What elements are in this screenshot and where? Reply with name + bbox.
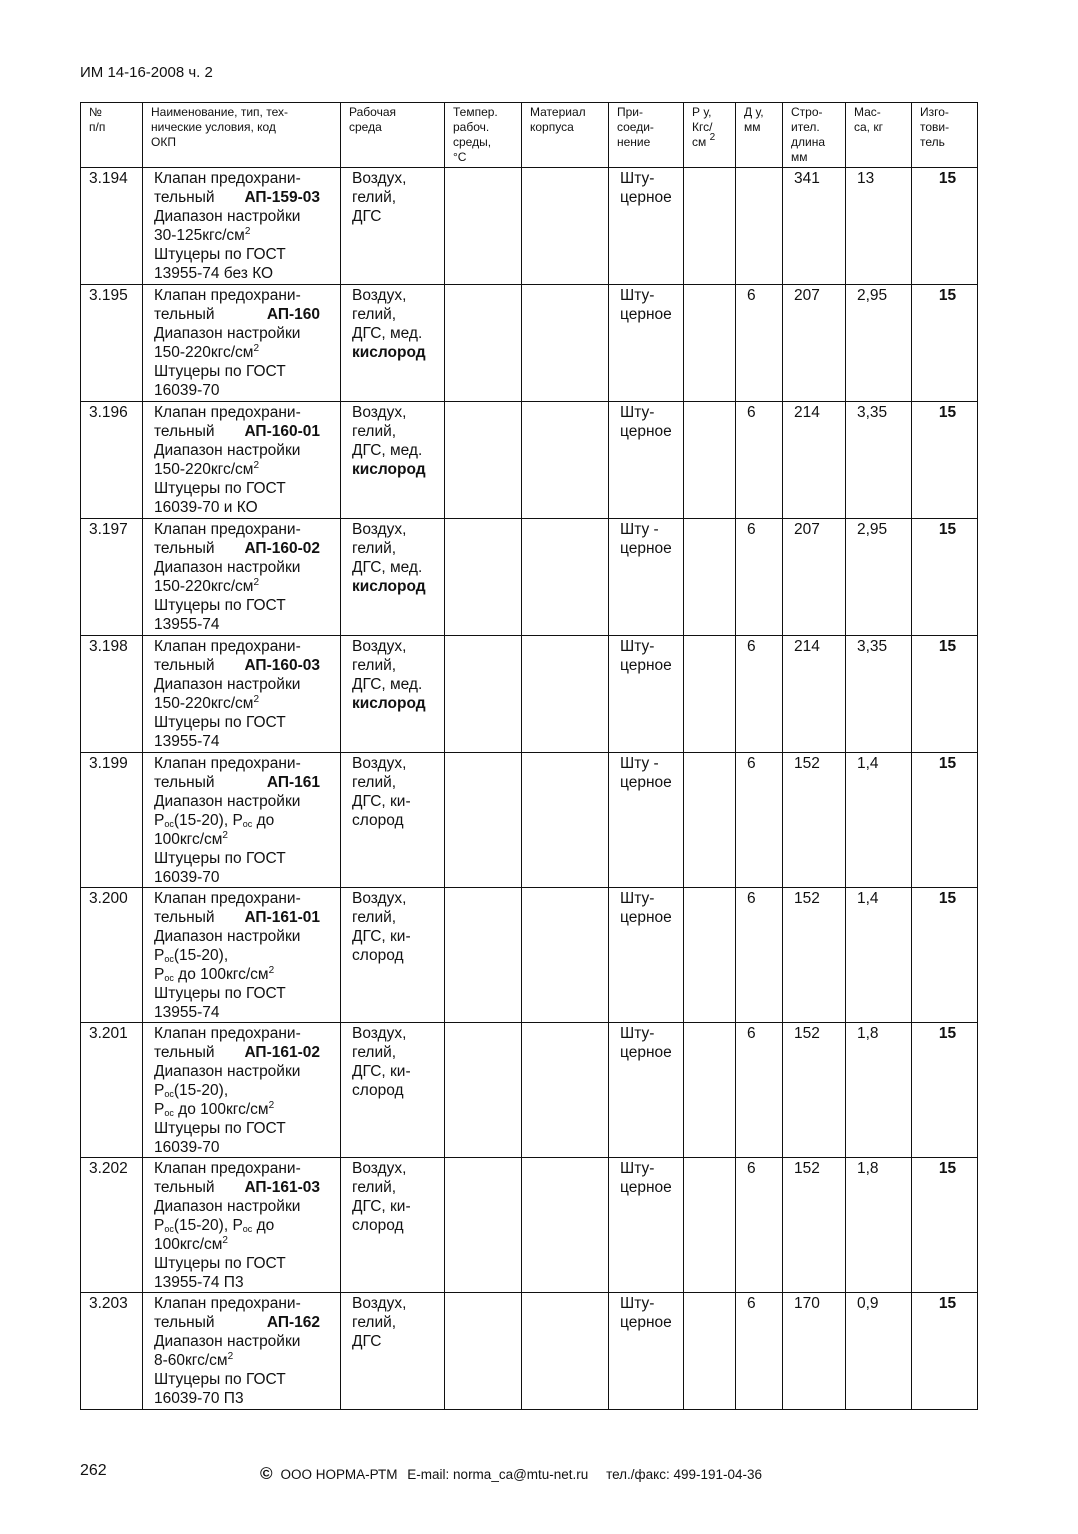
row-material bbox=[522, 1158, 609, 1293]
row-mass: 13 bbox=[846, 168, 912, 285]
col-header-mass: Мас- са, кг bbox=[846, 103, 912, 168]
row-temperature bbox=[445, 168, 522, 285]
row-manufacturer: 15 bbox=[912, 1158, 978, 1293]
row-medium: Воздух, гелий, ДГС, мед. кислород bbox=[341, 285, 445, 402]
table-row bbox=[81, 168, 978, 285]
table-row bbox=[81, 888, 978, 1023]
row-connection: Шту- церное bbox=[609, 1158, 684, 1293]
row-name: Клапан предохрани- тельный АП-159-03 Диапазон настройки $30-125кгс/см^2$ Штуцеры по ГОСТ 13955-74 без КО bbox=[143, 168, 341, 285]
footer-company: ООО НОРМА-РТМ bbox=[280, 1467, 398, 1482]
row-temperature bbox=[445, 1158, 522, 1293]
table-row bbox=[81, 753, 978, 888]
col-header-length: Стро- ител. длина мм bbox=[783, 103, 846, 168]
row-medium: Воздух, гелий, ДГС, ки- слород bbox=[341, 753, 445, 888]
row-manufacturer: 15 bbox=[912, 168, 978, 285]
row-medium: Воздух, гелий, ДГС, мед. кислород bbox=[341, 519, 445, 636]
row-name: Клапан предохрани- тельный АП-161-03 Диапазон настройки $Р_{ос}(15-20)$, $Р_{ос}$ до $100кгс/см^2$ Штуцеры по ГОСТ 13955-74 П3 bbox=[143, 1158, 341, 1293]
row-material bbox=[522, 285, 609, 402]
row-name: Клапан предохрани- тельный АП-161 Диапазон настройки $Р_{ос}(15-20)$, $Р_{ос}$ до $100кгс/см^2$ Штуцеры по ГОСТ 16039-70 bbox=[143, 753, 341, 888]
row-number: 3.196 bbox=[81, 402, 143, 519]
row-number: 3.201 bbox=[81, 1023, 143, 1158]
row-diameter: 6 bbox=[736, 285, 783, 402]
row-material bbox=[522, 402, 609, 519]
row-medium: Воздух, гелий, ДГС bbox=[341, 168, 445, 285]
footer-phone: тел./факс: 499-191-04-36 bbox=[606, 1467, 763, 1482]
table-row bbox=[81, 1023, 978, 1158]
row-manufacturer: 15 bbox=[912, 519, 978, 636]
row-number: 3.194 bbox=[81, 168, 143, 285]
row-medium: Воздух, гелий, ДГС bbox=[341, 1293, 445, 1410]
row-length: 207 bbox=[783, 519, 846, 636]
row-manufacturer: 15 bbox=[912, 888, 978, 1023]
col-header-material: Материал корпуса bbox=[522, 103, 609, 168]
document-id: ИМ 14-16-2008 ч. 2 bbox=[80, 64, 213, 81]
row-name: Клапан предохрани- тельный АП-161-01 Диапазон настройки $Р_{ос}(15-20)$, $Р_{ос}$ до $100кгс/см^2$ Штуцеры по ГОСТ 13955-74 bbox=[143, 888, 341, 1023]
row-diameter: 6 bbox=[736, 636, 783, 753]
row-name: Клапан предохрани- тельный АП-160-01 Диапазон настройки $150-220кгс/см^2$ Штуцеры по ГОСТ 16039-70 и КО bbox=[143, 402, 341, 519]
row-temperature bbox=[445, 1293, 522, 1410]
row-mass: 2,95 bbox=[846, 285, 912, 402]
row-pressure bbox=[684, 519, 736, 636]
row-material bbox=[522, 168, 609, 285]
row-length: 214 bbox=[783, 402, 846, 519]
row-connection: Шту- церное bbox=[609, 168, 684, 285]
row-name: Клапан предохрани- тельный АП-161-02 Диапазон настройки $Р_{ос}(15-20)$, $Р_{ос}$ до $100кгс/см^2$ Штуцеры по ГОСТ 16039-70 bbox=[143, 1023, 341, 1158]
row-temperature bbox=[445, 285, 522, 402]
row-connection: Шту- церное bbox=[609, 402, 684, 519]
row-medium: Воздух, гелий, ДГС, мед. кислород bbox=[341, 402, 445, 519]
row-connection: Шту - церное bbox=[609, 519, 684, 636]
row-length: 152 bbox=[783, 1158, 846, 1293]
row-temperature bbox=[445, 519, 522, 636]
row-manufacturer: 15 bbox=[912, 753, 978, 888]
row-medium: Воздух, гелий, ДГС, ки- слород bbox=[341, 1023, 445, 1158]
row-length: 170 bbox=[783, 1293, 846, 1410]
row-pressure bbox=[684, 636, 736, 753]
row-pressure bbox=[684, 285, 736, 402]
row-mass: 3,35 bbox=[846, 636, 912, 753]
row-mass: 1,4 bbox=[846, 753, 912, 888]
col-header-medium: Рабочая среда bbox=[341, 103, 445, 168]
row-material bbox=[522, 1293, 609, 1410]
row-length: 152 bbox=[783, 1023, 846, 1158]
row-diameter: 6 bbox=[736, 1158, 783, 1293]
row-name: Клапан предохрани- тельный АП-162 Диапазон настройки $8-60кгс/см^2$ Штуцеры по ГОСТ 16039-70 П3 bbox=[143, 1293, 341, 1410]
row-temperature bbox=[445, 636, 522, 753]
row-manufacturer: 15 bbox=[912, 402, 978, 519]
row-length: 152 bbox=[783, 753, 846, 888]
row-name: Клапан предохрани- тельный АП-160 Диапазон настройки $150-220кгс/см^2$ Штуцеры по ГОСТ 16039-70 bbox=[143, 285, 341, 402]
row-connection: Шту- церное bbox=[609, 1023, 684, 1158]
row-material bbox=[522, 753, 609, 888]
row-diameter: 6 bbox=[736, 888, 783, 1023]
row-pressure bbox=[684, 753, 736, 888]
row-connection: Шту- церное bbox=[609, 636, 684, 753]
table-row bbox=[81, 1158, 978, 1293]
row-manufacturer: 15 bbox=[912, 1023, 978, 1158]
row-temperature bbox=[445, 402, 522, 519]
col-header-diameter: Д у, мм bbox=[736, 103, 783, 168]
col-header-number: № п/п bbox=[81, 103, 143, 168]
row-connection: Шту - церное bbox=[609, 753, 684, 888]
row-number: 3.203 bbox=[81, 1293, 143, 1410]
row-temperature bbox=[445, 1023, 522, 1158]
row-pressure bbox=[684, 402, 736, 519]
row-manufacturer: 15 bbox=[912, 1293, 978, 1410]
row-number: 3.198 bbox=[81, 636, 143, 753]
row-connection: Шту- церное bbox=[609, 285, 684, 402]
row-diameter: 6 bbox=[736, 519, 783, 636]
row-number: 3.200 bbox=[81, 888, 143, 1023]
col-header-pressure: Р у, Кгс/ см $^2$ bbox=[684, 103, 736, 168]
row-pressure bbox=[684, 1158, 736, 1293]
copyright-icon: © bbox=[260, 1464, 273, 1483]
row-length: 214 bbox=[783, 636, 846, 753]
table-row bbox=[81, 519, 978, 636]
row-diameter: 6 bbox=[736, 1023, 783, 1158]
row-pressure bbox=[684, 888, 736, 1023]
row-number: 3.195 bbox=[81, 285, 143, 402]
row-mass: 1,8 bbox=[846, 1023, 912, 1158]
row-mass: 1,8 bbox=[846, 1158, 912, 1293]
col-header-temperature: Темпер. рабоч. среды, °С bbox=[445, 103, 522, 168]
row-number: 3.197 bbox=[81, 519, 143, 636]
row-diameter: 6 bbox=[736, 1293, 783, 1410]
row-name: Клапан предохрани- тельный АП-160-02 Диапазон настройки $150-220кгс/см^2$ Штуцеры по ГОСТ 13955-74 bbox=[143, 519, 341, 636]
row-length: 152 bbox=[783, 888, 846, 1023]
row-number: 3.202 bbox=[81, 1158, 143, 1293]
row-mass: 2,95 bbox=[846, 519, 912, 636]
row-connection: Шту- церное bbox=[609, 888, 684, 1023]
row-name: Клапан предохрани- тельный АП-160-03 Диапазон настройки $150-220кгс/см^2$ Штуцеры по ГОСТ 13955-74 bbox=[143, 636, 341, 753]
row-material bbox=[522, 888, 609, 1023]
row-medium: Воздух, гелий, ДГС, ки- слород bbox=[341, 1158, 445, 1293]
row-mass: 3,35 bbox=[846, 402, 912, 519]
row-medium: Воздух, гелий, ДГС, ки- слород bbox=[341, 888, 445, 1023]
footer-info bbox=[260, 1464, 762, 1484]
row-mass: 1,4 bbox=[846, 888, 912, 1023]
table-row bbox=[81, 636, 978, 753]
row-temperature bbox=[445, 753, 522, 888]
row-pressure bbox=[684, 1023, 736, 1158]
footer-email: E-mail: norma_ca@mtu-net.ru bbox=[407, 1467, 589, 1482]
valves-table bbox=[80, 102, 978, 1410]
row-manufacturer: 15 bbox=[912, 636, 978, 753]
row-material bbox=[522, 636, 609, 753]
col-header-connection: При- соеди- нение bbox=[609, 103, 684, 168]
row-pressure bbox=[684, 168, 736, 285]
row-diameter: 6 bbox=[736, 753, 783, 888]
col-header-name: Наименование, тип, тех- нические условия, код ОКП bbox=[143, 103, 341, 168]
row-medium: Воздух, гелий, ДГС, мед. кислород bbox=[341, 636, 445, 753]
row-pressure bbox=[684, 1293, 736, 1410]
table-row bbox=[81, 1293, 978, 1410]
row-diameter: 6 bbox=[736, 402, 783, 519]
row-number: 3.199 bbox=[81, 753, 143, 888]
table-row bbox=[81, 402, 978, 519]
table-header-row bbox=[81, 103, 978, 168]
row-diameter bbox=[736, 168, 783, 285]
page-number: 262 bbox=[80, 1462, 107, 1479]
row-length: 207 bbox=[783, 285, 846, 402]
row-material bbox=[522, 1023, 609, 1158]
col-header-manufacturer: Изго- тови- тель bbox=[912, 103, 978, 168]
row-connection: Шту- церное bbox=[609, 1293, 684, 1410]
page-footer bbox=[80, 1462, 980, 1486]
row-mass: 0,9 bbox=[846, 1293, 912, 1410]
table-row bbox=[81, 285, 978, 402]
row-length: 341 bbox=[783, 168, 846, 285]
row-temperature bbox=[445, 888, 522, 1023]
row-manufacturer: 15 bbox=[912, 285, 978, 402]
row-material bbox=[522, 519, 609, 636]
